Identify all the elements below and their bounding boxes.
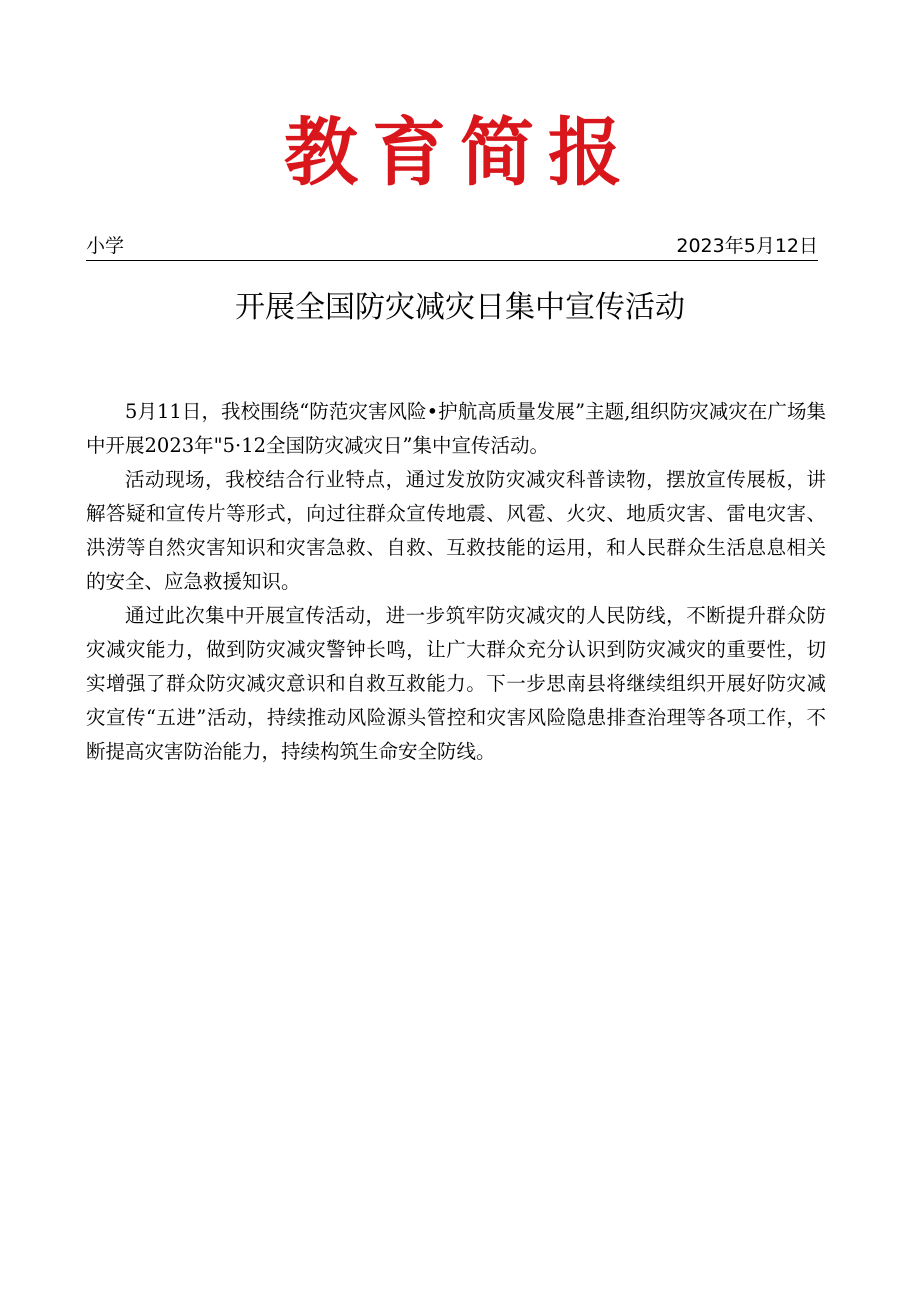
paragraph-2: 活动现场，我校结合行业特点，通过发放防灾减灾科普读物，摆放宣传展板，讲解答疑和宣传片等形式，向过往群众宣传地震、风雹、火灾、地质灾害、雷电灾害、洪涝等自然灾害知识和灾害急救、自救、互救技能的运用，和人民群众生活息息相关的安全、应急救援知识。 [86, 468, 826, 593]
masthead-title: 教育简报 [284, 110, 636, 196]
article-body [86, 395, 826, 769]
paragraph-1: 5月11日，我校围绕“防范灾害风险•护航高质量发展”主题,组织防灾减灾在广场集中开展2023年"5·12全国防灾减灾日”集中宣传活动。 [86, 400, 826, 457]
meta-row [86, 232, 818, 261]
issuing-unit: 小学 [86, 235, 125, 257]
article-headline: 开展全国防灾减灾日集中宣传活动 [235, 290, 685, 325]
issue-date: 2023年5月12日 [676, 235, 818, 257]
paragraph-3: 通过此次集中开展宣传活动，进一步筑牢防灾减灾的人民防线，不断提升群众防灾减灾能力，做到防灾减灾警钟长鸣，让广大群众充分认识到防灾减灾的重要性，切实增强了群众防灾减灾意识和自救互救能力。下一步思南县将继续组织开展好防灾减灾宣传“五进”活动，持续推动风险源头管控和灾害风险隐患排查治理等各项工作，不断提高灾害防治能力，持续构筑生命安全防线。 [86, 604, 826, 763]
